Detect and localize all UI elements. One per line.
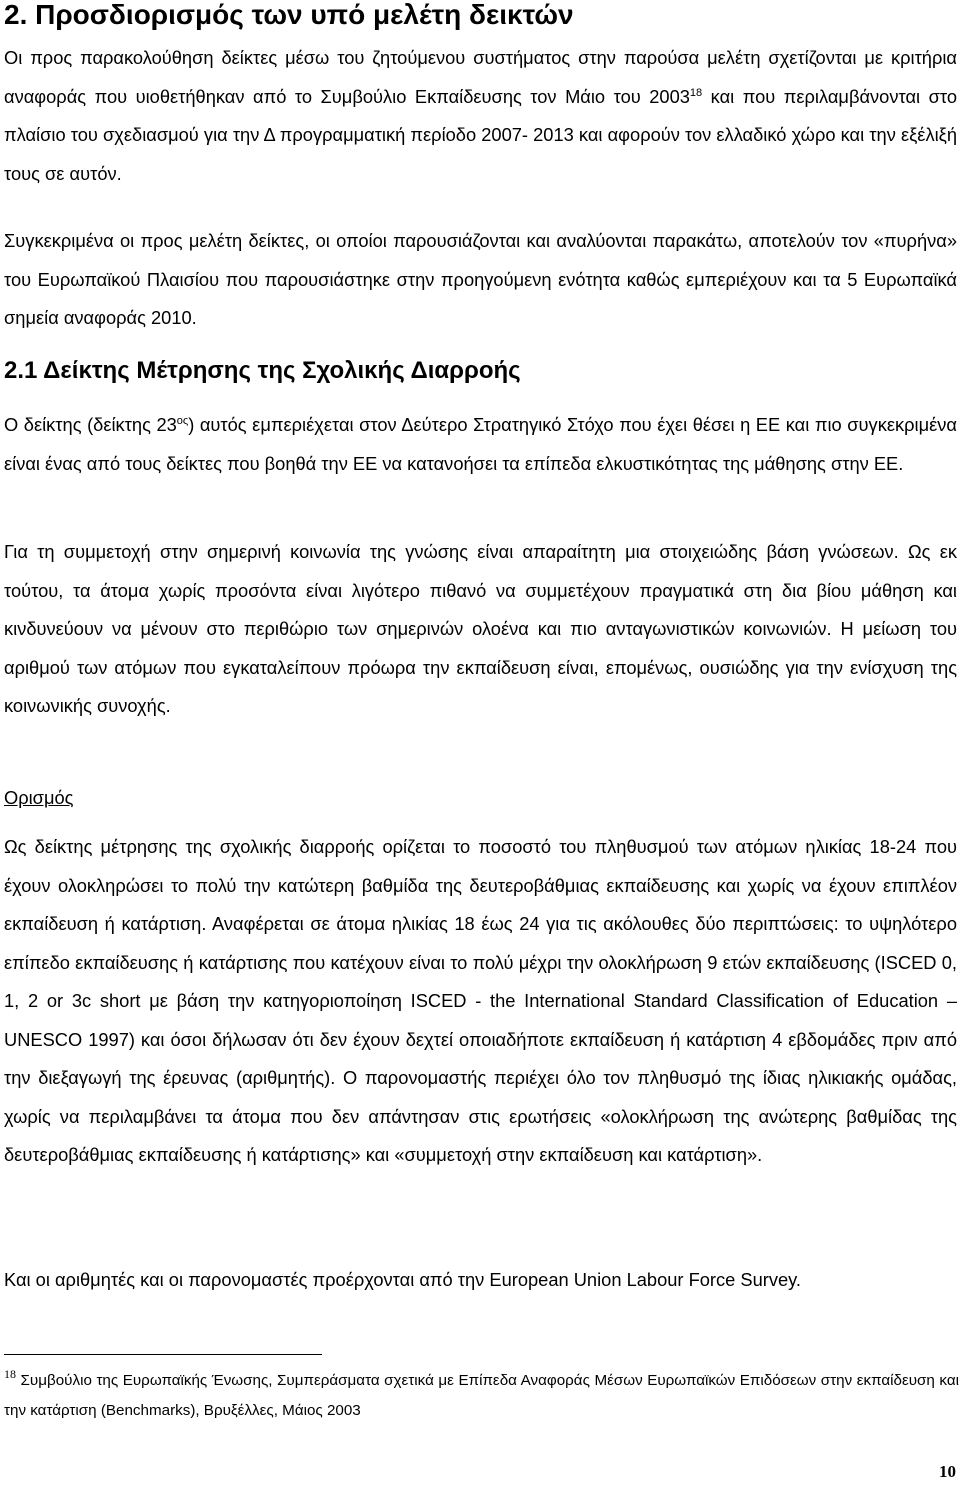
footnote xyxy=(4,1366,959,1426)
paragraph-indicator-context-text-a: Ο δείκτης (δείκτης 23 xyxy=(4,414,177,435)
paragraph-indicator-context xyxy=(4,406,957,483)
paragraph-indicators: Συγκεκριμένα οι προς μελέτη δείκτες, οι οποίοι παρουσιάζονται και αναλύονται παρακάτω, αποτελούν τον «πυρήνα» του Ευρωπαϊκού Πλαισίου που παρουσιάστηκε στην προηγούμενη ενότητα καθώς εμπεριέχουν και τα 5 Ευρωπαϊκά σημεία αναφοράς 2010. xyxy=(4,230,957,328)
footnote-separator xyxy=(4,1354,322,1355)
page-number: 10 xyxy=(939,1462,956,1481)
footnote-mark: 18 xyxy=(4,1367,16,1381)
paragraph-indicator-context-text-b: ) αυτός εμπεριέχεται στον Δεύτερο Στρατηγικό Στόχο που έχει θέσει η ΕΕ και πιο συγκεκριμένα είναι ένας από τους δείκτες που βοηθά την ΕΕ να κατανοήσει τα επίπεδα ελκυστικότητας της μάθησης στην ΕΕ. xyxy=(4,414,957,474)
subsection-title: 2.1 Δείκτης Μέτρησης της Σχολικής Διαρροής xyxy=(4,357,521,384)
paragraph-source: Και οι αριθμητές και οι παρονομαστές προέρχονται από την European Union Labour Force Survey. xyxy=(4,1269,802,1290)
paragraph-intro-text-a: Οι προς παρακολούθηση δείκτες μέσω του ζητούμενου συστήματος στην παρούσα μελέτη σχετίζονται με κριτήρια αναφοράς που υιοθετήθηκαν από το Συμβούλιο Εκπαίδευσης τον Μάιο του 2003 xyxy=(4,47,957,107)
paragraph-definition: Ως δείκτης μέτρησης της σχολικής διαρροής ορίζεται το ποσοστό του πληθυσμού των ατόμων ηλικίας 18-24 που έχουν ολοκληρώσει το πολύ την κατώτερη βαθμίδα της δευτεροβάθμιας εκπαίδευσης και χωρίς να έχουν επιπλέον εκπαίδευση ή κατάρτιση. Αναφέρεται σε άτομα ηλικίας 18 έως 24 για τις ακόλουθες δύο περιπτώσεις: το υψηλότερο επίπεδο εκπαίδευσης ή κατάρτισης που κατέχουν είναι το πολύ μέχρι την ολοκλήρωση 9 ετών εκπαίδευσης (ISCED 0, 1, 2 or 3c short με βάση την κατηγοριοποίηση ISCED - the International Standard Classification of Education – UNESCO 1997) και όσοι δήλωσαν ότι δεν έχουν δεχτεί οποιαδήποτε εκπαίδευση ή κατάρτιση 4 εβδομάδες πριν από την διεξαγωγή της έρευνας (αριθμητής). Ο παρονομαστής περιέχει όλο τον πληθυσμό της ίδιας ηλικιακής ομάδας, χωρίς να περιλαμβάνει τα άτομα που δεν απάντησαν στις ερωτήσεις «ολοκλήρωση της ανώτερης βαθμίδας της δευτεροβάθμιας εκπαίδευσης ή κατάρτισης» και «συμμετοχή στην εκπαίδευση και κατάρτιση». xyxy=(4,836,957,1165)
definition-label: Ορισμός xyxy=(4,787,74,808)
section-title: 2. Προσδιορισμός των υπό μελέτη δεικτών xyxy=(4,0,574,30)
ordinal-superscript: ος xyxy=(176,414,189,427)
footnote-text: Συμβούλιο της Ευρωπαϊκής Ένωσης, Συμπεράσματα σχετικά με Επίπεδα Αναφοράς Μέσων Ευρωπαϊκών Επιδόσεων στην εκπαίδευση και την κατάρτιση (Benchmarks), Βρυξέλλες, Μάιος 2003 xyxy=(4,1372,959,1419)
paragraph-intro xyxy=(4,39,957,193)
paragraph-intro-text-b: και που περιλαμβάνονται στο πλαίσιο του σχεδιασμού για την Δ προγραμματική περίοδο 2007- 2013 και αφορούν τον ελλαδικό χώρο και την εξέλιξή τους σε αυτόν. xyxy=(4,85,957,184)
paragraph-knowledge-society: Για τη συμμετοχή στην σημερινή κοινωνία της γνώσης είναι απαραίτητη μια στοιχειώδης βάση γνώσεων. Ως εκ τούτου, τα άτομα χωρίς προσόντα είναι λιγότερο πιθανό να συμμετέχουν πραγματικά στη δια βίου μάθηση και κινδυνεύουν να μένουν στο περιθώριο των σημερινών ολοένα και πιο ανταγωνιστικών κοινωνιών. Η μείωση του αριθμού των ατόμων που εγκαταλείπουν πρόωρα την εκπαίδευση είναι, επομένως, ουσιώδης για την ενίσχυση της κοινωνικής συνοχής. xyxy=(4,541,957,716)
footnote-reference[interactable]: 18 xyxy=(689,86,703,99)
